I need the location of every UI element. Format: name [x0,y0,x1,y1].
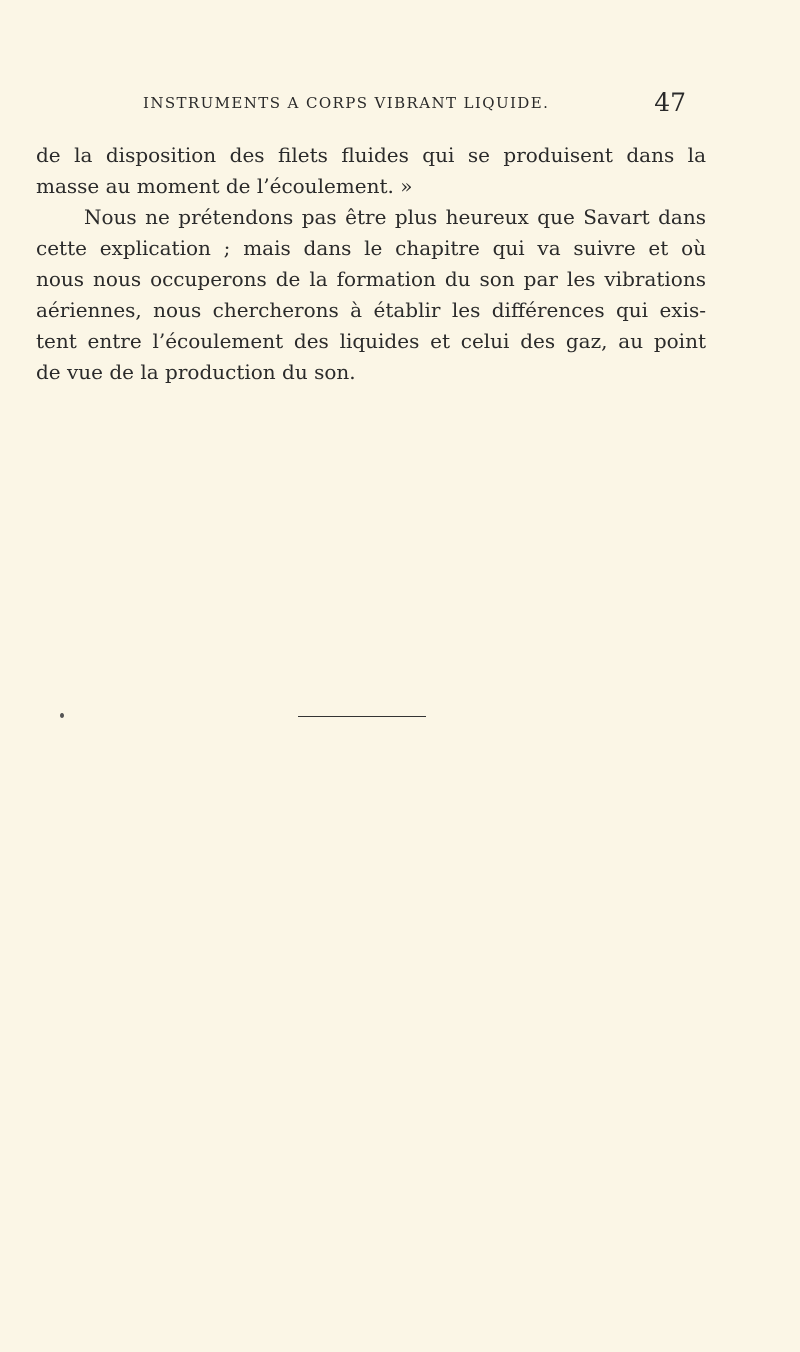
ink-speck [60,713,64,718]
text-line: cette explication ; mais dans le chapitre qui va suivre et où [36,236,706,260]
text-line: tent entre l’écoulement des liquides et celui des gaz, au point [36,329,706,353]
text-line: de vue de la production du son. [36,360,356,384]
running-title: INSTRUMENTS A CORPS VIBRANT LIQUIDE. [143,94,550,112]
text-line: de la disposition des filets fluides qui se produisent dans la [36,143,706,167]
running-head [143,88,686,128]
text-line: aériennes, nous chercherons à établir les différences qui exis- [36,298,706,322]
section-divider-rule [298,716,426,717]
body-text [36,140,706,388]
text-line: nous nous occuperons de la formation du son par les vibrations [36,267,706,291]
text-line: masse au moment de l’écoulement. » [36,174,413,198]
page-number: 47 [654,88,686,117]
text-line: Nous ne prétendons pas être plus heureux que Savart dans [84,205,706,229]
